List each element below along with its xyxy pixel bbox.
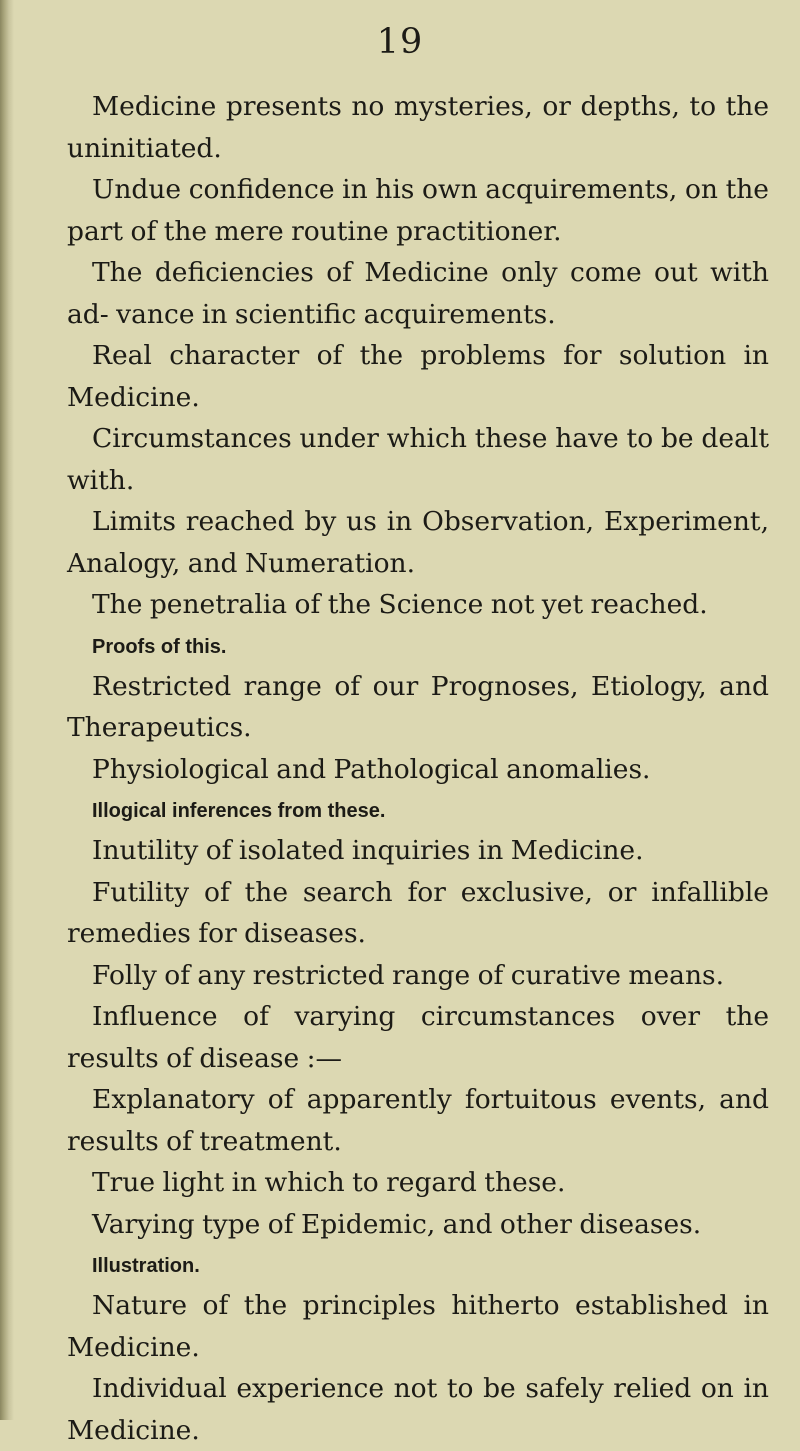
subheading: Proofs of this. xyxy=(92,635,227,658)
summary-paragraph: Futility of the search for exclusive, or infallible remedies for diseases. xyxy=(67,876,769,949)
summary-paragraph: True light in which to regard these. xyxy=(92,1167,566,1198)
summary-paragraph: Inutility of isolated inquiries in Medicine. xyxy=(92,835,644,866)
summary-paragraph: Influence of varying circumstances over the results of disease :— xyxy=(67,1001,769,1074)
summary-paragraph: Folly of any restricted range of curative means. xyxy=(92,959,725,991)
page-number: 19 xyxy=(376,22,424,62)
summary-paragraph: Restricted range of our Prognoses, Etiology, and Therapeutics. xyxy=(67,670,769,743)
summary-paragraph: The penetralia of the Science not yet reached. xyxy=(92,589,708,620)
page-binding-edge xyxy=(0,0,14,1420)
subheading: Illogical inferences from these. xyxy=(92,800,386,822)
summary-paragraph: Varying type of Epidemic, and other diseases. xyxy=(92,1208,702,1240)
summary-paragraph: Circumstances under which these have to be dealt with. xyxy=(67,423,769,496)
summary-paragraph: The deficiencies of Medicine only come out with ad- vance in scientific acquirements. xyxy=(67,257,769,330)
contents-summary xyxy=(67,86,769,1451)
summary-paragraph: Individual experience not to be safely relied on in Medicine. xyxy=(67,1373,769,1446)
summary-paragraph: Physiological and Pathological anomalies. xyxy=(92,753,651,785)
subheading: Illustration. xyxy=(92,1255,200,1277)
summary-paragraph: Limits reached by us in Observation, Experiment, Analogy, and Numeration. xyxy=(67,506,769,579)
summary-paragraph: Medicine presents no mysteries, or depths, to the uninitiated. xyxy=(67,91,769,164)
summary-paragraph: Undue confidence in his own acquirements, on the part of the mere routine practitioner. xyxy=(67,174,769,247)
summary-paragraph: Nature of the principles hitherto established in Medicine. xyxy=(67,1290,769,1363)
summary-paragraph: Real character of the problems for solution in Medicine. xyxy=(67,340,769,413)
summary-paragraph: Explanatory of apparently fortuitous events, and results of treatment. xyxy=(67,1084,769,1157)
